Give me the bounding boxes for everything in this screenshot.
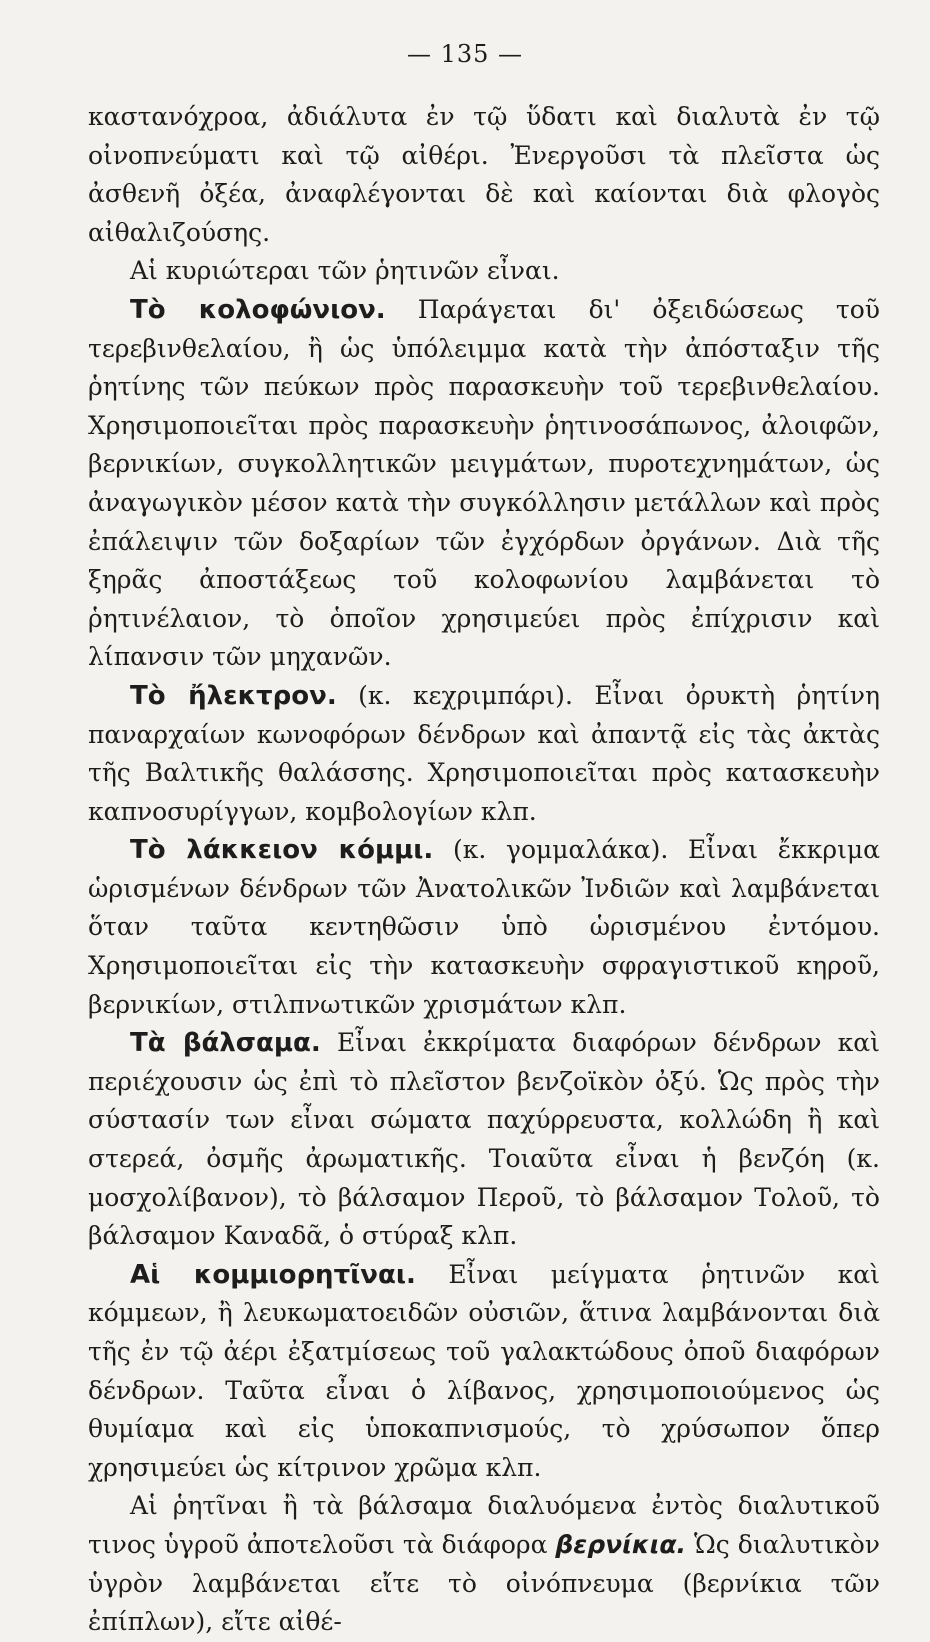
entry-text: (κ. κεχριμπάρι). Εἶναι ὀρυκτὴ ῥητίνη παναρχαίων κωνοφόρων δένδρων καὶ ἀπαντᾷ εἰς τὰς ἀκτὰς τῆς Βαλτικῆς θαλάσσης. Χρησιμοποιεῖται πρὸς κατασκευὴν καπνοσυρίγγων, κομβολογίων κλπ. (88, 680, 880, 826)
entry-text: (κ. γομμαλάκα). Εἶναι ἔκκριμα ὡρισμένων δένδρων τῶν Ἀνατολικῶν Ἰνδιῶν καὶ λαμβάνεται ὅταν ταῦτα κεντηθῶσιν ὑπὸ ὡρισμένου ἐντόμου. Χρησιμοποιεῖται εἰς τὴν κατασκευὴν σφραγιστικοῦ κηροῦ, βερνικίων, στιλπνωτικῶν χρισμάτων κλπ. (88, 835, 880, 1019)
varnishes-term: βερνίκια. (555, 1529, 687, 1559)
entry-text: Εἶναι μείγματα ῥητινῶν καὶ κόμμεων, ἢ λευκωματοειδῶν οὐσιῶν, ἅτινα λαμβάνονται διὰ τῆς ἐν τῷ ἀέρι ἐξατμίσεως τοῦ γαλακτώδους ὀποῦ διαφόρων δένδρων. Ταῦτα εἶναι ὁ λίβανος, χρησιμοποιούμενος ὡς θυμίαμα καὶ εἰς ὑποκαπνισμούς, τὸ χρύσωπον ὅπερ χρησιμεύει ὡς κίτρινον χρῶμα κλπ. (88, 1259, 880, 1482)
entry-heading: Τὰ βάλσαμα. (130, 1028, 321, 1059)
entry-text: Εἶναι ἐκκρίματα διαφόρων δένδρων καὶ περιέχουσιν ὡς ἐπὶ τὸ πλεῖστον βενζοϊκὸν ὀξύ. Ὡς πρὸς τὴν σύστασίν των εἶναι σώματα παχύρρευστα, κολλώδη ἢ καὶ στερεά, ὀσμῆς ἀρωματικῆς. Τοιαῦτα εἶναι ἡ βενζόη (κ. μοσχολίβανον), τὸ βάλσαμον Περοῦ, τὸ βάλσαμον Τολοῦ, τὸ βάλσαμον Καναδᾶ, ὁ στύραξ κλπ. (88, 1028, 880, 1251)
entry-heading: Αἱ κομμιορητῖναι. (130, 1259, 416, 1290)
entry-text: Παράγεται δι' ὀξειδώσεως τοῦ τερεβινθελαίου, ἢ ὡς ὑπόλειμμα κατὰ τὴν ἀπόσταξιν τῆς ῥητίνης τῶν πεύκων πρὸς παρασκευὴν τοῦ τερεβινθελαίου. Χρησιμοποιεῖται πρὸς παρασκευὴν ῥητινοσάπωνος, ἀλοιφῶν, βερνικίων, συγκολλητικῶν μειγμάτων, πυροτεχνημάτων, ὡς ἀναγωγικὸν μέσον κατὰ τὴν συγκόλλησιν μετάλλων καὶ πρὸς ἐπάλειψιν τῶν δοξαρίων τῶν ἐγχόρδων ὀργάνων. Διὰ τῆς ξηρᾶς ἀποστάξεως τοῦ κολοφωνίου λαμβάνεται τὸ ῥητινέλαιον, τὸ ὁποῖον χρησιμεύει πρὸς ἐπίχρισιν καὶ λίπανσιν τῶν μηχανῶν. (88, 294, 880, 672)
entry-balsams (88, 1024, 880, 1256)
entry-amber (88, 677, 880, 831)
page-number: — 135 — (406, 40, 524, 68)
entry-heading: Τὸ λάκκειον κόμμι. (130, 835, 434, 866)
page-body (88, 98, 880, 1642)
intro-paragraph: καστανόχροα, ἀδιάλυτα ἐν τῷ ὕδατι καὶ διαλυτὰ ἐν τῷ οἰνοπνεύματι καὶ τῷ αἰθέρι. Ἐνεργοῦσι τὰ πλεῖστα ὡς ἀσθενῆ ὀξέα, ἀναφλέγονται δὲ καὶ καίονται διὰ φλογὸς αἰθαλιζούσης. (88, 102, 880, 247)
final-text-before: Αἱ ῥητῖναι ἢ τὰ βάλσαμα διαλυόμενα ἐντὸς διαλυτικοῦ τινος ὑγροῦ ἀποτελοῦσι τὰ διάφορα (88, 1491, 880, 1559)
entry-gum-resins (88, 1256, 880, 1488)
entry-lac (88, 831, 880, 1024)
entry-colophony (88, 291, 880, 677)
main-resins-line: Αἱ κυριώτεραι τῶν ῥητινῶν εἶναι. (130, 256, 560, 286)
final-text-after: Ὡς διαλυτικὸν ὑγρὸν λαμβάνεται εἴτε τὸ οἰνόπνευμα (βερνίκια τῶν ἐπίπλων), εἴτε αἰθέ- (88, 1529, 881, 1637)
entry-heading: Τὸ ἤλεκτρον. (130, 680, 337, 711)
entry-heading: Τὸ κολοφώνιον. (130, 294, 386, 325)
final-paragraph (88, 1487, 880, 1641)
